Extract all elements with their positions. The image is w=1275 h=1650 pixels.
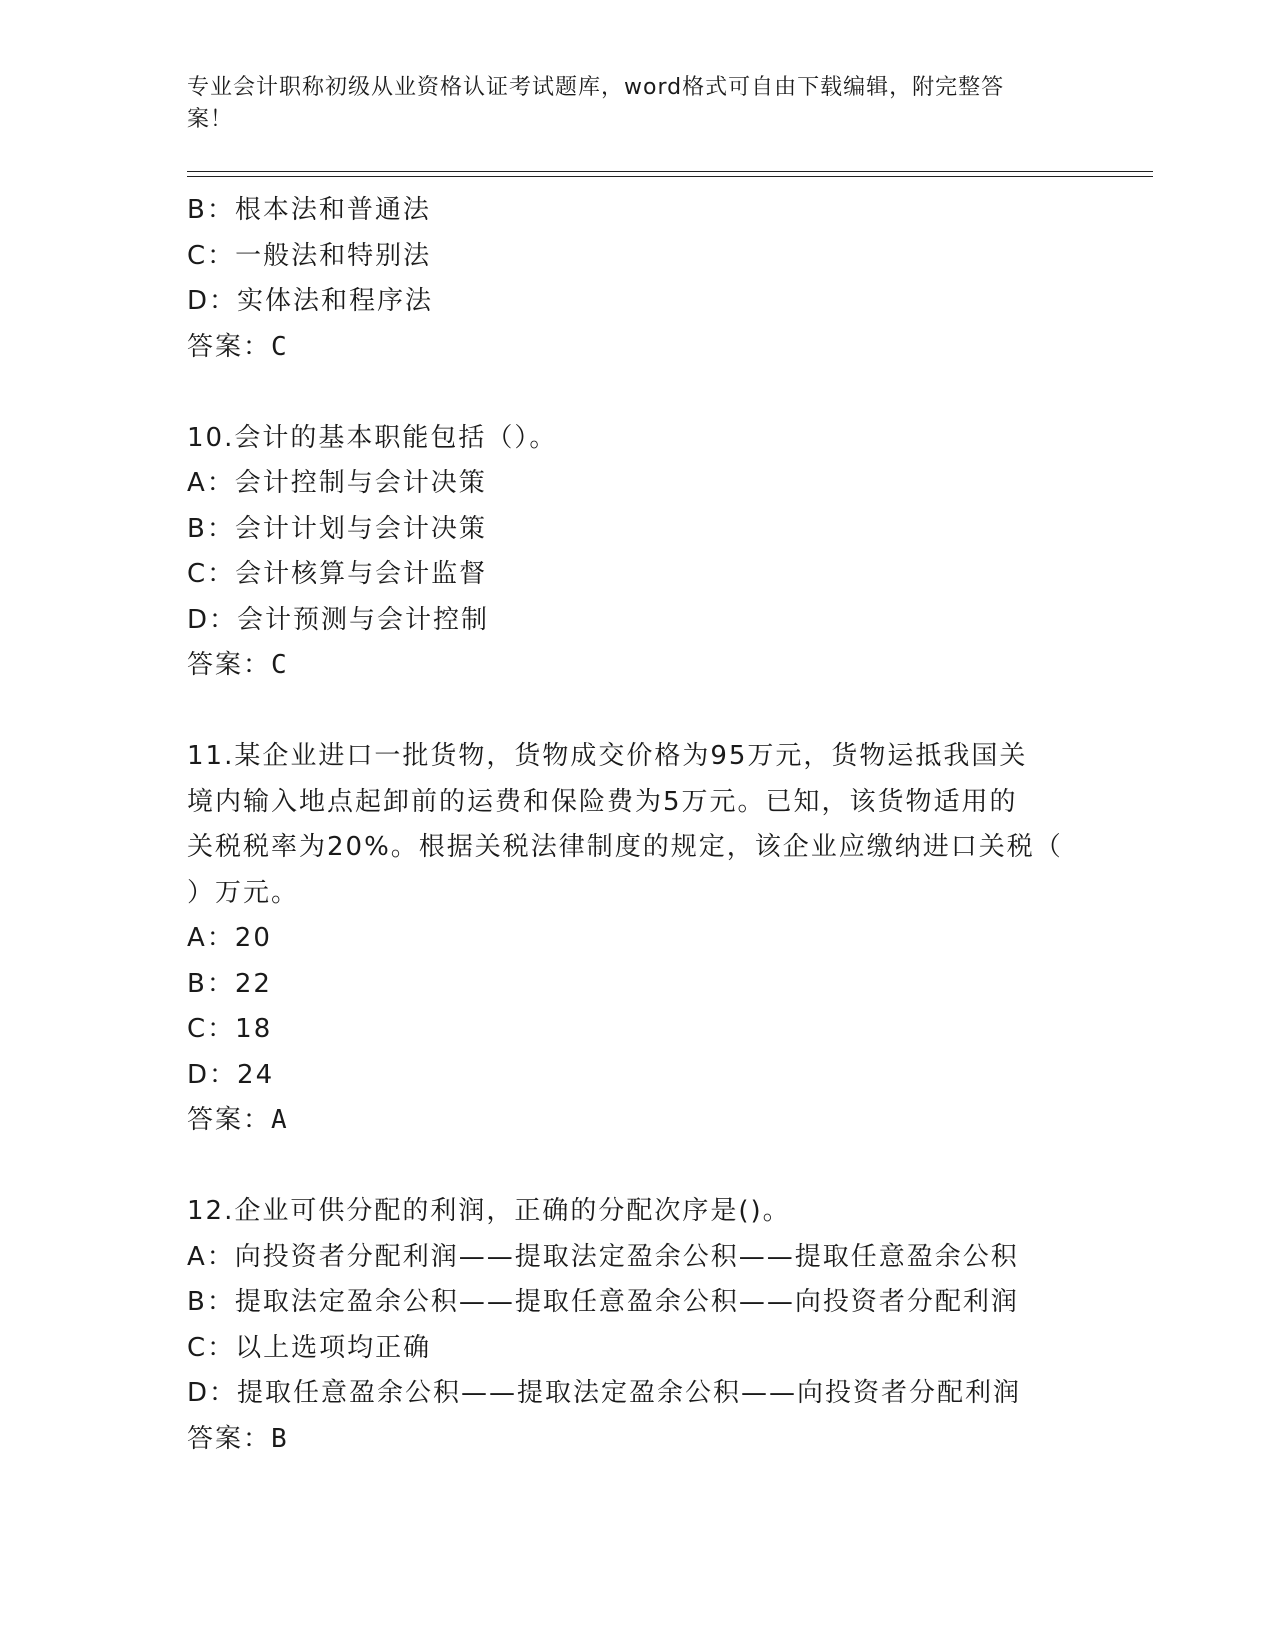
option-d: D：实体法和程序法 — [187, 286, 434, 316]
question-stem: 12.企业可供分配的利润，正确的分配次序是()。 — [187, 1196, 791, 1226]
question-stem-line-4: ）万元。 — [187, 877, 300, 908]
option-c: C：会计核算与会计监督 — [187, 559, 488, 589]
option-b: B：会计计划与会计决策 — [187, 513, 487, 544]
option-c: C：以上选项均正确 — [187, 1332, 432, 1363]
option-a: A：20 — [187, 923, 272, 953]
question-stem-line-1: 11.某企业进口一批货物，货物成交价格为95万元，货物运抵我国关 — [187, 741, 1028, 771]
header-line-1: 专业会计职称初级从业资格认证考试题库，word格式可自由下载编辑，附完整答 — [187, 75, 1005, 100]
answer-value: C — [271, 650, 289, 680]
answer-line — [187, 1098, 1087, 1144]
answer-label: 答案： — [187, 331, 272, 362]
answer-value: B — [271, 1423, 289, 1454]
continued-question — [187, 188, 1087, 370]
option-c: C：18 — [187, 1014, 273, 1044]
question-11 — [187, 734, 1087, 1144]
question-stem-line-2: 境内输入地点起卸前的运费和保险费为5万元。已知，该货物适用的 — [187, 786, 1018, 817]
option-d: D：24 — [187, 1059, 275, 1090]
question-stem-line-3: 关税税率为20%。根据关税法律制度的规定，该企业应缴纳进口关税（ — [187, 832, 1063, 862]
answer-value: A — [271, 1105, 289, 1135]
header-rule-bottom — [187, 176, 1153, 177]
option-b: B：根本法和普通法 — [187, 195, 431, 225]
option-b: B：22 — [187, 968, 272, 999]
option-d: D：提取任意盈余公积——提取法定盈余公积——向投资者分配利润 — [187, 1378, 1022, 1408]
answer-label: 答案： — [187, 650, 272, 680]
option-d: D：会计预测与会计控制 — [187, 604, 490, 635]
header-line-2: 案！ — [187, 107, 234, 132]
question-12 — [187, 1189, 1087, 1462]
answer-label: 答案： — [187, 1423, 272, 1454]
header-rule-top — [187, 171, 1153, 172]
page-header — [187, 72, 1067, 136]
option-a: A：会计控制与会计决策 — [187, 468, 487, 498]
question-stem: 10.会计的基本职能包括（）。 — [187, 422, 558, 453]
answer-line — [187, 643, 1087, 689]
answer-line — [187, 325, 1087, 371]
option-c: C：一般法和特别法 — [187, 240, 432, 271]
answer-value: C — [271, 331, 289, 362]
question-content — [187, 188, 1087, 1462]
answer-label: 答案： — [187, 1105, 272, 1135]
option-b: B：提取法定盈余公积——提取任意盈余公积——向投资者分配利润 — [187, 1287, 1019, 1317]
question-10 — [187, 416, 1087, 689]
option-a: A：向投资者分配利润——提取法定盈余公积——提取任意盈余公积 — [187, 1241, 1019, 1272]
answer-line — [187, 1417, 1087, 1463]
